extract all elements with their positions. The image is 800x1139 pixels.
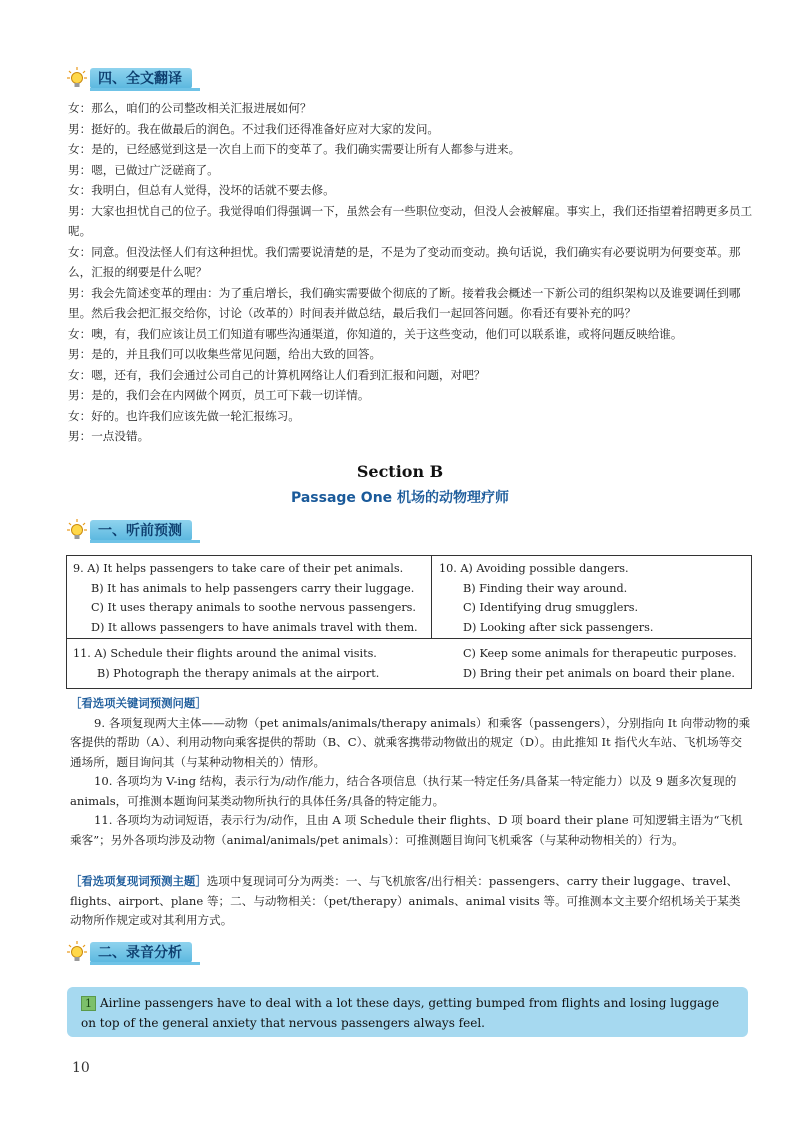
dialogue-line: 男：大家也担忧自己的位子。我觉得咱们得强调一下，虽然会有一些职位变动，但没人会被解雇。事实上，我们还指望着招聘更多员工呢。 — [68, 203, 753, 238]
question-11-options-right — [463, 644, 737, 683]
dialogue-line: 男：我会先简述变革的理由：为了重启增长，我们确实需要做个彻底的了断。接着我会概述一下新公司的组织架构以及谁要调任到哪里。然后我会把汇报交给你，讨论（改革的）时间表并做总结，最后我们一起回答问题。你看还有要补充的吗？ — [68, 285, 741, 320]
analysis-q10: 10. 各项均为 V-ing 结构，表示行为/动作/能力，结合各项信息（执行某一特定任务/具备某一特定能力）以及 9 题多次复现的 animals，可推测本题询问某类动物所执行的具体任务/具备的特定能力。 — [70, 774, 737, 808]
divider — [431, 556, 432, 638]
lightbulb-icon — [66, 66, 88, 90]
analysis-tag: ［看选项关键词预测问题］ — [70, 696, 207, 710]
section-header-translation — [66, 66, 192, 90]
dialogue-line: 男：挺好的。我在做最后的润色。不过我们还得准备好应对大家的发问。 — [68, 121, 440, 136]
option-10b: B) Finding their way around. — [463, 581, 628, 595]
option-9b: B) It has animals to help passengers carry their luggage. — [91, 581, 415, 595]
analysis-theme — [70, 872, 752, 931]
dialogue-line: 女：噢，有，我们应该让员工们知道有哪些沟通渠道，你知道的，关于这些变动，他们可以联系谁，或将问题反映给谁。 — [68, 326, 683, 341]
dialogue-line: 女：同意。但没法怪人们有这种担忧。我们需要说清楚的是，不是为了变动而变动。换句话说，我们确实有必要说明为何要变革。那么，汇报的纲要是什么呢？ — [68, 244, 741, 279]
dialogue-line: 女：是的，已经感觉到这是一次自上而下的变革了。我们确实需要让所有人都参与进来。 — [68, 142, 521, 156]
section-header-audio — [66, 940, 192, 964]
section-title: 四、全文翻译 — [90, 68, 192, 89]
transcript-box — [67, 987, 748, 1037]
page-number: 10 — [72, 1060, 90, 1076]
lightbulb-icon — [66, 940, 88, 964]
transcript-text: Airline passengers have to deal with a lot these days, getting bumped from flights and losing luggage on top of the general anxiety that nervous passengers always feel. — [81, 996, 720, 1030]
question-10-options — [439, 559, 653, 637]
option-11a: 11. A) Schedule their flights around the animal visits. — [73, 647, 377, 660]
dialogue-line: 女：那么，咱们的公司整改相关汇报进展如何？ — [68, 101, 312, 115]
option-9c: C) It uses therapy animals to soothe nervous passengers. — [91, 601, 416, 614]
option-9d: D) It allows passengers to have animals travel with them. — [91, 620, 418, 634]
option-11d: D) Bring their pet animals on board their plane. — [463, 666, 735, 680]
dialogue-line: 男：嗯，已做过广泛磋商了。 — [68, 162, 219, 177]
option-11b: B) Photograph the therapy animals at the airport. — [97, 666, 380, 680]
analysis-q9: 9. 各项复现两大主体——动物（pet animals/animals/therapy animals）和乘客（passengers），分别指向 It 向带动物的乘客提供的帮助（A）、利用动物向乘客提供的帮助（B、C）、就乘客携带动物做出的规定（D）。由此推知 It 指代火车站、飞机场等交通场所，题目询问其（与某种动物相关的）情形。 — [70, 715, 751, 769]
dialogue-line: 男：是的，我们会在内网做个网页，员工可下载一切详情。 — [68, 388, 370, 402]
option-11c: C) Keep some animals for therapeutic purposes. — [463, 647, 737, 660]
question-9-options — [73, 559, 418, 637]
analysis-keywords — [70, 694, 752, 850]
section-b-title: Section B — [356, 462, 444, 481]
dialogue-line: 女：嗯，还有，我们会通过公司自己的计算机网络让人们看到汇报和问题，对吧？ — [68, 367, 486, 382]
option-10a: 10. A) Avoiding possible dangers. — [439, 562, 629, 575]
section-title: 二、录音分析 — [90, 942, 192, 963]
dialogue-line: 女：好的。也许我们应该先做一轮汇报练习。 — [68, 408, 300, 423]
option-9a: 9. A) It helps passengers to take care of their pet animals. — [73, 562, 404, 575]
lightbulb-icon — [66, 518, 88, 542]
header-underline — [90, 962, 200, 965]
dialogue-line: 男：是的，并且我们可以收集些常见问题，给出大致的回答。 — [68, 347, 382, 361]
header-underline — [90, 540, 200, 543]
dialogue-line: 女：我明白，但总有人觉得，没坏的话就不要去修。 — [68, 183, 335, 197]
question-11-options-left — [73, 644, 379, 683]
options-table — [66, 555, 752, 689]
divider — [67, 638, 751, 639]
analysis-tag: ［看选项复现词预测主题］ — [70, 874, 207, 888]
sentence-number-badge: 1 — [81, 996, 96, 1011]
dialogue-line: 男：一点没错。 — [68, 429, 150, 443]
section-title: 一、听前预测 — [90, 520, 192, 541]
analysis-q11: 11. 各项均为动词短语，表示行为/动作，且由 A 项 Schedule their flights、D 项 board their plane 可知逻辑主语为“飞机乘客”；另外各项均涉及动物（animal/animals/pet animals）：可推测题目询问飞机乘客（与某种动物相关的）行为。 — [70, 813, 743, 847]
option-10d: D) Looking after sick passengers. — [463, 620, 654, 634]
passage-title: Passage One 机场的动物理疗师 — [290, 490, 510, 506]
analysis-theme-text: 选项中复现词可分为两类：一、与飞机旅客/出行相关：passengers、carry their luggage、travel、flights、airport、plane 等；二、与动物相关：（pet/therapy）animals、animal visits 等。可推测本文主要介绍机场关于某类动物所作规定或对其利用方式。 — [70, 874, 741, 927]
dialogue-translation — [68, 98, 754, 447]
option-10c: C) Identifying drug smugglers. — [463, 601, 639, 614]
header-underline — [90, 88, 200, 91]
section-header-prediction — [66, 518, 192, 542]
